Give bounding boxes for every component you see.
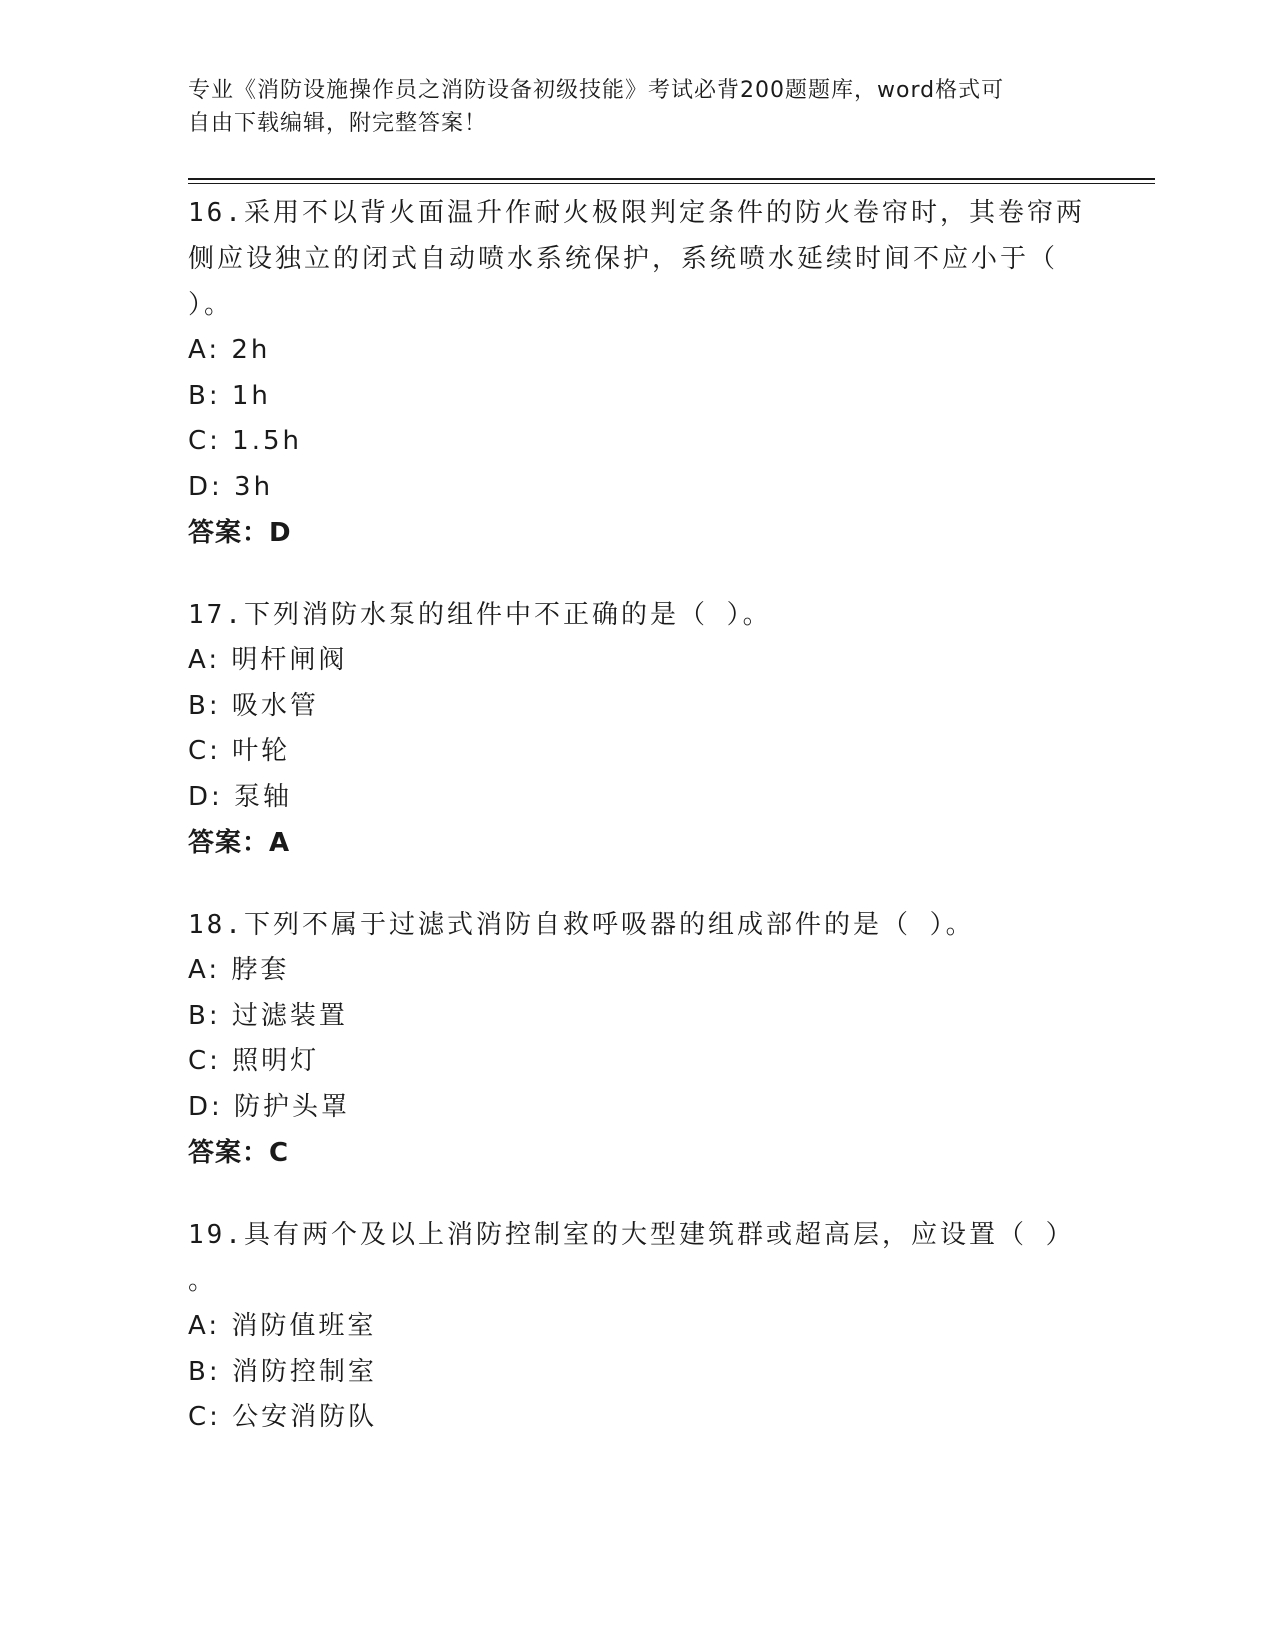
question-stem-line: 17.下列消防水泵的组件中不正确的是（ ）。 xyxy=(188,600,772,630)
question-stem-line: 侧应设独立的闭式自动喷水系统保护，系统喷水延续时间不应小于（ xyxy=(188,244,1059,274)
question-stem-line: 19.具有两个及以上消防控制室的大型建筑群或超高层，应设置（ ） xyxy=(188,1220,1075,1250)
option-c: C: 1.5h xyxy=(188,426,303,456)
option-d: D: 3h xyxy=(188,471,274,502)
question-18 xyxy=(188,902,1088,1176)
question-list xyxy=(188,190,1088,1477)
document-header xyxy=(188,74,1068,140)
option-d: D: 防护头罩 xyxy=(188,1091,351,1122)
question-stem-line: ）。 xyxy=(188,290,234,320)
option-d: D: 泵轴 xyxy=(188,781,293,812)
option-a: A: 消防值班室 xyxy=(188,1311,377,1341)
answer-label: 答案：A xyxy=(188,828,291,858)
header-divider-thick xyxy=(188,178,1155,180)
answer-label: 答案：C xyxy=(188,1138,290,1168)
option-b: B: 1h xyxy=(188,380,271,411)
option-b: B: 过滤装置 xyxy=(188,1000,348,1031)
option-b: B: 消防控制室 xyxy=(188,1356,377,1387)
option-c: C: 照明灯 xyxy=(188,1046,320,1076)
option-a: A: 明杆闸阀 xyxy=(188,645,348,675)
question-19 xyxy=(188,1212,1088,1441)
header-line-1: 专业《消防设施操作员之消防设备初级技能》考试必背200题题库，word格式可 xyxy=(188,78,1005,103)
option-c: C: 公安消防队 xyxy=(188,1402,378,1432)
header-divider-thin xyxy=(188,183,1155,184)
question-stem-line: 16.采用不以背火面温升作耐火极限判定条件的防火卷帘时，其卷帘两 xyxy=(188,198,1085,228)
question-stem-line: 。 xyxy=(188,1266,218,1296)
option-b: B: 吸水管 xyxy=(188,690,319,721)
option-c: C: 叶轮 xyxy=(188,736,291,766)
answer-label: 答案：D xyxy=(188,518,292,548)
header-line-2: 自由下载编辑，附完整答案！ xyxy=(188,111,488,136)
option-a: A: 2h xyxy=(188,335,271,365)
question-17 xyxy=(188,592,1088,866)
question-stem-line: 18.下列不属于过滤式消防自救呼吸器的组成部件的是（ ）。 xyxy=(188,910,975,940)
option-a: A: 脖套 xyxy=(188,955,290,985)
question-16 xyxy=(188,190,1088,556)
